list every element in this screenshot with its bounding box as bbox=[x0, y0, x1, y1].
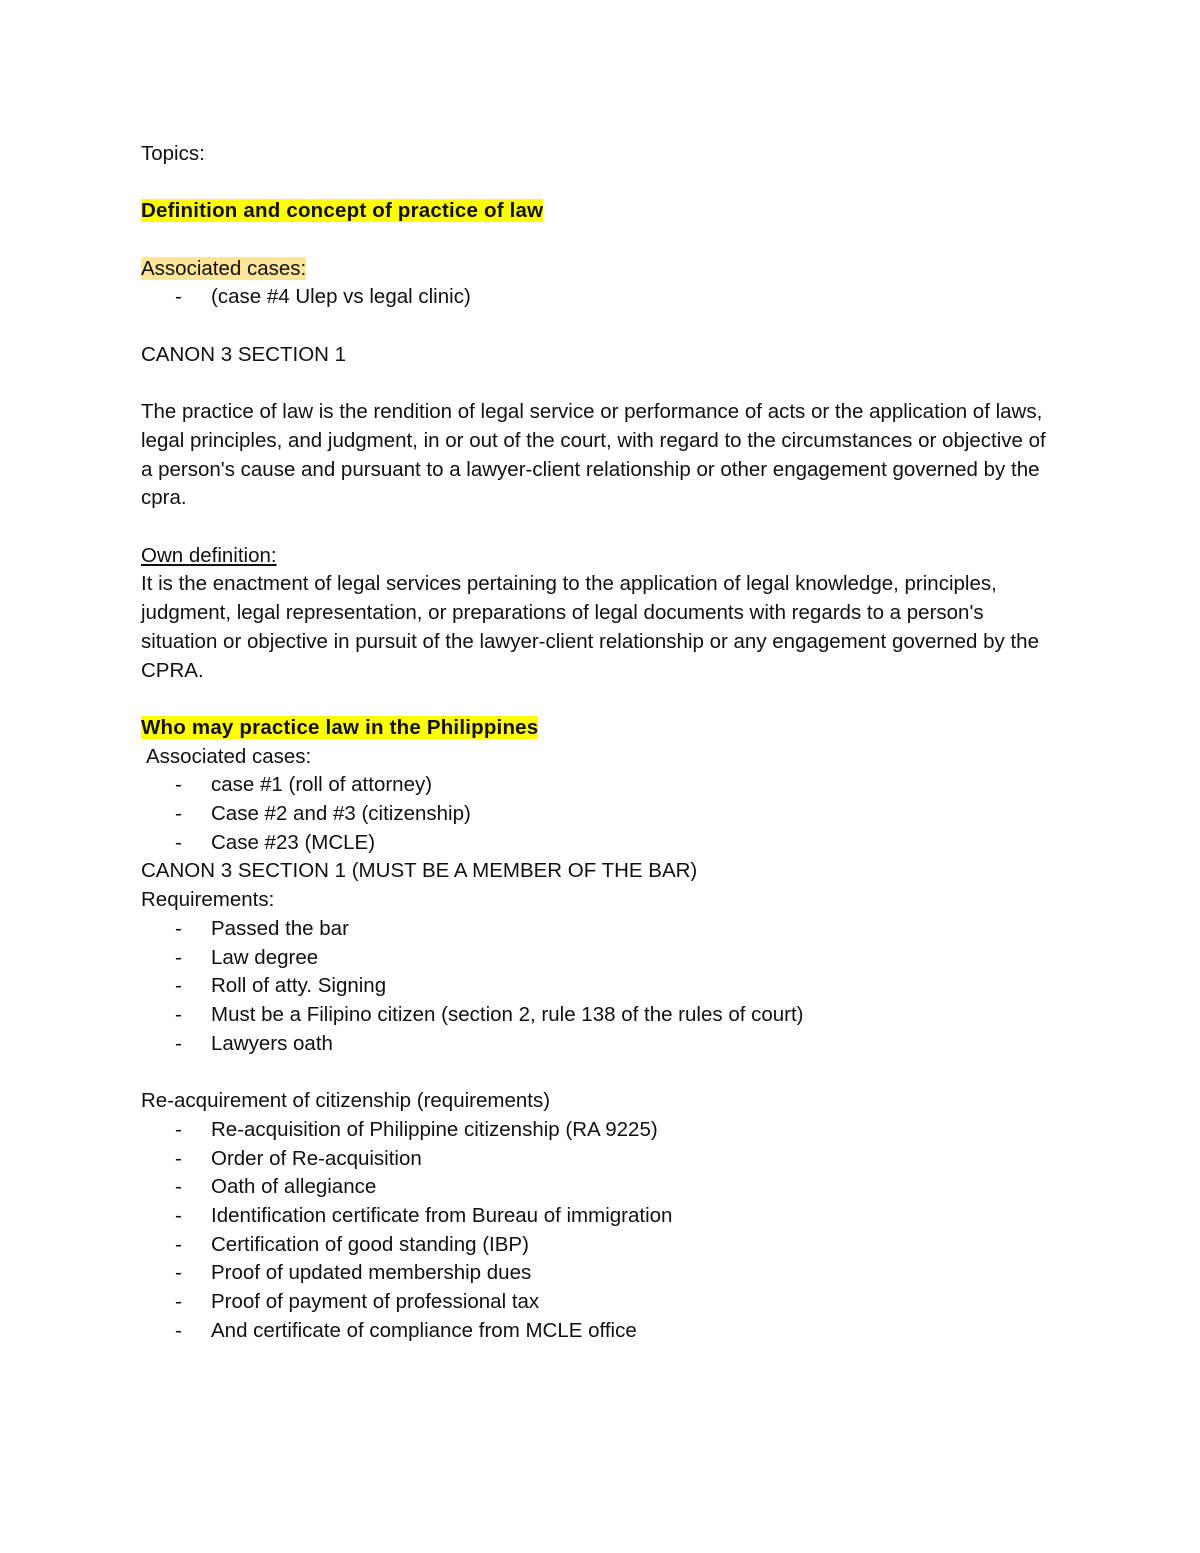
own-definition-text: It is the enactment of legal services pertaining to the application of legal knowledge, principles, judgment, legal representation, or preparations of legal documents with regards to a person's situation or objective in pursuit of the lawyer-client relationship or any engagement governed by the CPRA. bbox=[141, 572, 1039, 682]
section1-heading: Definition and concept of practice of law bbox=[141, 199, 544, 223]
list-item bbox=[141, 1116, 1061, 1145]
document-page bbox=[141, 140, 1061, 1345]
dash-bullet: - bbox=[175, 1117, 182, 1141]
list-item bbox=[141, 1001, 1061, 1030]
list-item bbox=[141, 1259, 1061, 1288]
list-item-text: Identification certificate from Bureau of immigration bbox=[211, 1203, 673, 1227]
list-item bbox=[141, 972, 1061, 1001]
section1-heading-line bbox=[141, 197, 1061, 226]
spacer bbox=[141, 685, 1061, 714]
own-definition-label: Own definition: bbox=[141, 543, 277, 567]
spacer bbox=[141, 1058, 1061, 1087]
list-item-text: Re-acquisition of Philippine citizenship (RA 9225) bbox=[211, 1117, 658, 1141]
dash-bullet: - bbox=[175, 1146, 182, 1170]
reacquire-label: Re-acquirement of citizenship (requirements) bbox=[141, 1089, 551, 1113]
list-item bbox=[141, 1173, 1061, 1202]
spacer bbox=[141, 226, 1061, 255]
list-item bbox=[141, 829, 1061, 858]
dash-bullet: - bbox=[175, 1290, 182, 1314]
list-item-text: And certificate of compliance from MCLE office bbox=[211, 1318, 637, 1342]
list-item bbox=[141, 1231, 1061, 1260]
section1-canon: CANON 3 SECTION 1 bbox=[141, 342, 347, 366]
spacer bbox=[141, 513, 1061, 542]
section2-heading: Who may practice law in the Philippines bbox=[141, 715, 539, 739]
list-item bbox=[141, 1202, 1061, 1231]
dash-bullet: - bbox=[175, 1003, 182, 1026]
section1-case-list bbox=[141, 283, 1061, 312]
list-item-text: Case #2 and #3 (citizenship) bbox=[211, 802, 471, 826]
list-item-text: Order of Re-acquisition bbox=[211, 1146, 422, 1170]
dash-bullet: - bbox=[175, 916, 182, 940]
dash-bullet: - bbox=[175, 802, 182, 826]
list-item-text: Must be a Filipino citizen (section 2, rule 138 of the rules of court) bbox=[211, 1003, 804, 1026]
list-item-text: Passed the bar bbox=[211, 916, 349, 940]
list-item-text: Proof of updated membership dues bbox=[211, 1261, 532, 1285]
list-item bbox=[141, 800, 1061, 829]
section1-associated-label: Associated cases: bbox=[141, 256, 307, 280]
dash-bullet: - bbox=[175, 773, 182, 797]
list-item bbox=[141, 1145, 1061, 1174]
list-item bbox=[141, 771, 1061, 800]
list-item-text: (case #4 Ulep vs legal clinic) bbox=[211, 285, 471, 309]
list-item-text: Oath of allegiance bbox=[211, 1175, 377, 1199]
dash-bullet: - bbox=[175, 1318, 182, 1342]
dash-bullet: - bbox=[175, 1175, 182, 1199]
list-item-text: Certification of good standing (IBP) bbox=[211, 1232, 529, 1256]
section2-associated-label: Associated cases: bbox=[146, 744, 312, 768]
list-item bbox=[141, 283, 1061, 312]
section2-case-list bbox=[141, 771, 1061, 857]
list-item-text: Proof of payment of professional tax bbox=[211, 1290, 540, 1314]
dash-bullet: - bbox=[175, 1031, 182, 1055]
requirements-label: Requirements: bbox=[141, 888, 275, 912]
dash-bullet: - bbox=[175, 945, 182, 969]
list-item bbox=[141, 1030, 1061, 1059]
topics-label: Topics: bbox=[141, 142, 205, 165]
spacer bbox=[141, 312, 1061, 341]
list-item bbox=[141, 944, 1061, 973]
dash-bullet: - bbox=[175, 285, 182, 309]
reacquire-list bbox=[141, 1116, 1061, 1346]
list-item-text: Lawyers oath bbox=[211, 1031, 333, 1055]
section1-definition: The practice of law is the rendition of legal service or performance of acts or the application of laws, legal principles, and judgment, in or out of the court, with regard to the circumstances or objective of a person's cause and pursuant to a lawyer-client relationship or other engagement governed by the cpra. bbox=[141, 400, 1046, 510]
requirements-list bbox=[141, 915, 1061, 1059]
list-item-text: Case #23 (MCLE) bbox=[211, 830, 376, 854]
dash-bullet: - bbox=[175, 1261, 182, 1285]
dash-bullet: - bbox=[175, 1232, 182, 1256]
section2-heading-line bbox=[141, 714, 1061, 743]
list-item-text: case #1 (roll of attorney) bbox=[211, 773, 433, 797]
dash-bullet: - bbox=[175, 1203, 182, 1227]
list-item bbox=[141, 915, 1061, 944]
list-item bbox=[141, 1317, 1061, 1346]
dash-bullet: - bbox=[175, 830, 182, 854]
spacer bbox=[141, 169, 1061, 198]
section2-canon: CANON 3 SECTION 1 (MUST BE A MEMBER OF THE BAR) bbox=[141, 859, 698, 883]
dash-bullet: - bbox=[175, 974, 182, 998]
list-item bbox=[141, 1288, 1061, 1317]
own-definition-label-line bbox=[141, 542, 1061, 571]
spacer bbox=[141, 370, 1061, 399]
list-item-text: Roll of atty. Signing bbox=[211, 974, 387, 998]
list-item-text: Law degree bbox=[211, 945, 319, 969]
section1-associated-line bbox=[141, 255, 1061, 284]
